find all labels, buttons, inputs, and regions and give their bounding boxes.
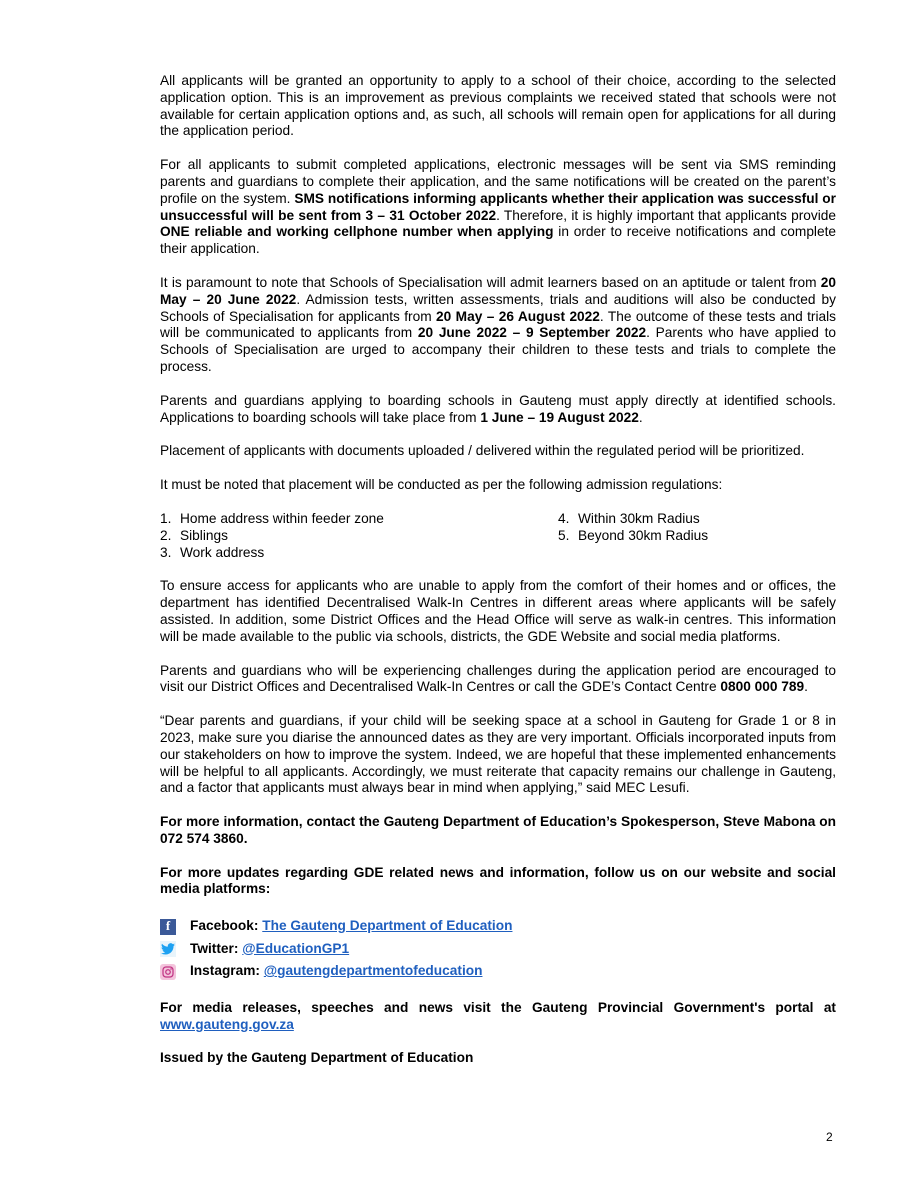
social-media-links — [160, 915, 836, 983]
list-item: 3. Work address — [160, 544, 265, 560]
list-item: 2. Siblings — [160, 527, 228, 543]
admission-regulations-list — [160, 511, 836, 561]
paragraph-updates: For more updates regarding GDE related news and information, follow us on our website and social media platforms: — [160, 864, 836, 897]
paragraph-sms-notifications: For all applicants to submit completed applications, electronic messages will be sent via SMS reminding parents and guardians to complete their application, and the same notifications will be created on the parent’s profile on the system. SMS notifications informing applicants whether their application was successful or unsuccessful will be sent from 3 – 31 October 2022. Therefore, it is highly important that applicants provide ONE reliable and working cellphone number when applying in order to receive notifications and complete their application. — [160, 157, 836, 257]
twitter-row: Twitter: @EducationGP1 — [160, 938, 836, 961]
issued-by: Issued by the Gauteng Department of Education — [160, 1050, 474, 1066]
paragraph-boarding-schools: Parents and guardians applying to boarding schools in Gauteng must apply directly at identified schools. Applications to boarding schools will take place from 1 June – 19 August 2022. — [160, 392, 836, 425]
facebook-icon: f — [160, 919, 176, 935]
paragraph-schools-of-specialisation: It is paramount to note that Schools of Specialisation will admit learners based on an aptitude or talent from 20 May – 20 June 2022. Admission tests, written assessments, trials and auditions will also be conducted by Schools of Specialisation for applicants from 20 May – 26 August 2022. The outcome of these tests and trials will be communicated to applicants from 20 June 2022 – 9 September 2022. Parents who have applied to Schools of Specialisation are urged to accompany their children to these tests and trials to complete the process. — [160, 274, 836, 374]
twitter-icon — [160, 941, 176, 957]
list-item: 1. Home address within feeder zone — [160, 510, 384, 526]
list-item: 4. Within 30km Radius — [558, 510, 700, 526]
paragraph-mec-quote: “Dear parents and guardians, if your child will be seeking space at a school in Gauteng for Grade 1 or 8 in 2023, make sure you diarise the announced dates as they are very important. Officials incorporated inputs from our stakeholders on how to improve the system. Indeed, we are hopeful that these implemented enhancements will be helpful to all applicants. Accordingly, we must reiterate that capacity remains our challenge in Gauteng, and a factor that applicants must always bear in mind when applying,” said MEC Lesufi. — [160, 713, 836, 796]
instagram-link[interactable]: @gautengdepartmentofeducation — [263, 963, 483, 979]
regulations-list-right — [558, 511, 708, 561]
paragraph-placement-priority: Placement of applicants with documents uploaded / delivered within the regulated period will be prioritized. — [160, 443, 805, 459]
twitter-link[interactable]: @EducationGP1 — [242, 940, 350, 956]
paragraph-admission-regulations-intro: It must be noted that placement will be conducted as per the following admission regulations: — [160, 477, 723, 493]
paragraph-application-options: All applicants will be granted an opportunity to apply to a school of their choice, according to the selected application option. This is an improvement as previous complaints we received stated that schools were not available for certain application options and, as such, all schools will remain open for applications for all during the application period. — [160, 73, 836, 139]
document-body — [160, 73, 836, 1084]
paragraph-spokesperson-contact: For more information, contact the Gauteng Department of Education’s Spokesperson, Steve Mabona on 072 574 3860. — [160, 814, 836, 846]
list-item: 5. Beyond 30km Radius — [558, 527, 709, 543]
instagram-row: Instagram: @gautengdepartmentofeducation — [160, 960, 836, 983]
paragraph-walk-in-centres: To ensure access for applicants who are unable to apply from the comfort of their homes and or offices, the department has identified Decentralised Walk-In Centres in different areas where applicants will be safely assisted. In addition, some District Offices and the Head Office will serve as walk-in centres. This information will be made available to the public via schools, districts, the GDE Website and social media platforms. — [160, 578, 836, 644]
gauteng-portal-link[interactable]: www.gauteng.gov.za — [160, 1016, 294, 1032]
page-number: 2 — [826, 1130, 833, 1144]
regulations-list-left — [160, 511, 558, 561]
facebook-link[interactable]: The Gauteng Department of Education — [262, 918, 513, 934]
instagram-icon — [160, 964, 176, 980]
facebook-row: f Facebook: The Gauteng Department of Education — [160, 915, 836, 938]
paragraph-media-releases: For media releases, speeches and news visit the Gauteng Provincial Government's portal at www.gauteng.gov.za — [160, 999, 836, 1032]
paragraph-contact-centre: Parents and guardians who will be experiencing challenges during the application period are encouraged to visit our District Offices and Decentralised Walk-In Centres or call the GDE’s Contact Centre 0800 000 789. — [160, 662, 836, 695]
